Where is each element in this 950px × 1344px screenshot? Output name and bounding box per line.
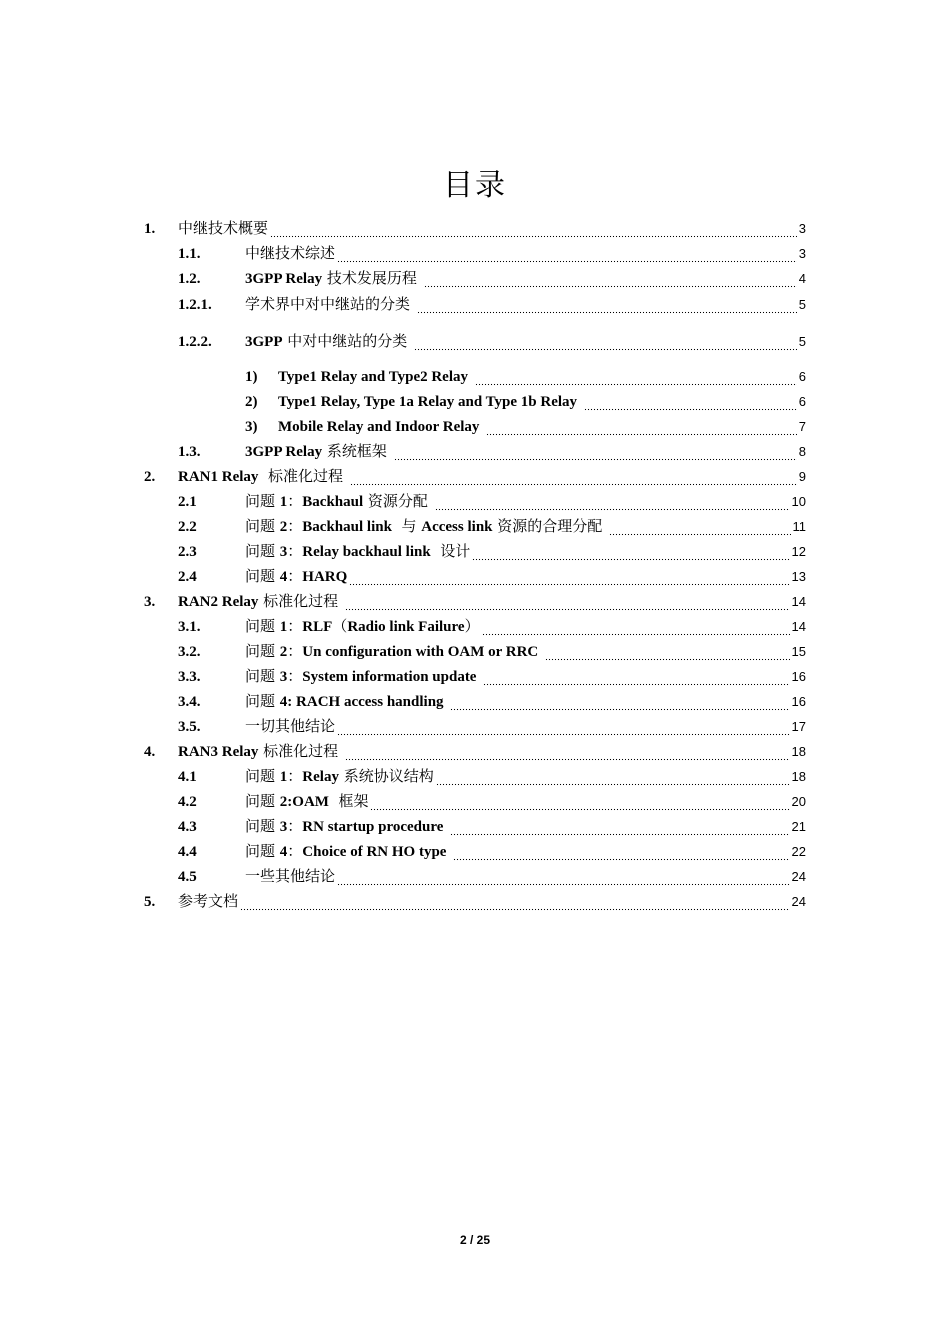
toc-entry-title-part: 3 <box>279 819 288 835</box>
toc-entry-title <box>245 541 470 562</box>
toc-dot-leader <box>337 723 790 737</box>
toc-dot-leader <box>370 798 789 812</box>
toc-dot-leader <box>270 225 797 239</box>
toc-entry[interactable] <box>178 243 806 264</box>
toc-entry-title <box>245 641 543 662</box>
toc-entry-title <box>245 516 607 537</box>
toc-entry-title-part: 3GPP Relay <box>245 271 323 287</box>
toc-entry-title-part: 3 <box>279 544 288 560</box>
toc-entry-title <box>278 391 582 412</box>
toc-entry-title-part: 3 <box>279 669 288 685</box>
toc-entry[interactable] <box>144 218 806 239</box>
toc-entry-title <box>245 841 451 862</box>
toc-entry-title <box>178 591 343 612</box>
toc-entry-title-part: 中继技术综述 <box>245 244 336 262</box>
toc-entry-title-part: Mobile Relay and Indoor Relay <box>278 419 480 435</box>
toc-entry-page-number: 16 <box>791 694 806 709</box>
toc-entry-title-part: 框架 <box>328 792 369 810</box>
toc-entry-title-part: ： <box>287 842 303 860</box>
toc-entry-title-part: 中继技术概要 <box>178 219 269 237</box>
toc-entry-title-part <box>444 691 449 711</box>
toc-dot-leader <box>482 623 790 637</box>
toc-entry[interactable] <box>178 566 806 587</box>
toc-entry-number: 1.2. <box>178 271 201 287</box>
toc-entry-number: 1.2.2. <box>178 334 212 350</box>
toc-entry-title-part: HARQ <box>302 569 348 585</box>
toc-entry-title-part: System information update <box>302 669 477 685</box>
toc-entry-page-number: 5 <box>798 297 806 312</box>
page-number-footer: 2 / 25 <box>459 1233 491 1247</box>
toc-entry-title-part: 3GPP Relay <box>245 444 323 460</box>
toc-entry-title-part: RAN3 Relay <box>178 744 259 760</box>
toc-entry-number: 3. <box>144 594 156 610</box>
toc-entry-number: 4.4 <box>178 844 197 860</box>
toc-entry-page-number: 11 <box>792 519 806 534</box>
toc-entry-title-part: 问题 <box>245 492 280 510</box>
toc-dot-leader <box>609 523 790 537</box>
toc-entry-page-number: 12 <box>791 544 806 559</box>
toc-entry-title-part: ： <box>287 517 303 535</box>
toc-entry[interactable] <box>178 491 806 512</box>
toc-entry-title <box>278 416 484 437</box>
toc-entry-title <box>278 366 473 387</box>
toc-entry-title-part: 4 <box>279 844 288 860</box>
toc-entry-title-part: Type1 Relay and Type2 Relay <box>278 369 469 385</box>
toc-entry-title-part: Relay <box>302 769 339 785</box>
toc-entry[interactable] <box>178 816 806 837</box>
toc-entry-number: 4.2 <box>178 794 197 810</box>
toc-entry[interactable] <box>178 766 806 787</box>
toc-entry-title-part: 系统协议结构 <box>338 767 434 785</box>
toc-entry-number: 1. <box>144 221 156 237</box>
toc-entry-title-part <box>476 666 481 686</box>
toc-entry-title-part: 系统框架 <box>322 442 392 460</box>
toc-entry-title-part: ： <box>287 492 303 510</box>
toc-entry-title-part: Un configuration with OAM or RRC <box>302 644 539 660</box>
toc-entry-number: 1.2.1. <box>178 297 212 313</box>
toc-entry-title-part: 问题 <box>245 542 280 560</box>
toc-entry-number: 3.2. <box>178 644 201 660</box>
toc-entry-title-part: 技术发展历程 <box>322 269 422 287</box>
toc-entry-title <box>245 616 480 637</box>
toc-entry[interactable] <box>178 516 806 537</box>
toc-entry-number: 2.4 <box>178 569 197 585</box>
toc-entry-title-part: 问题 <box>245 567 280 585</box>
toc-entry-page-number: 18 <box>791 769 806 784</box>
toc-entry[interactable] <box>178 616 806 637</box>
toc-entry-title <box>178 741 343 762</box>
toc-entry-title-part: 一切其他结论 <box>245 717 336 735</box>
toc-entry[interactable] <box>178 866 806 887</box>
toc-entry-title-part: ： <box>287 817 303 835</box>
toc-entry-page-number: 24 <box>791 894 806 909</box>
toc-entry-page-number: 14 <box>791 594 806 609</box>
toc-entry-number: 4.5 <box>178 869 197 885</box>
toc-entry-title-part: 4: RACH access handling <box>279 694 444 710</box>
toc-entry[interactable] <box>144 741 806 762</box>
toc-entry-title <box>245 666 481 687</box>
toc-entry-title-part <box>479 416 484 436</box>
toc-dot-leader <box>240 898 790 912</box>
toc-entry-page-number: 7 <box>798 419 806 434</box>
toc-dot-leader <box>453 848 789 862</box>
toc-entry-title-part: Choice of RN HO type <box>302 844 447 860</box>
toc-entry-title-part: 资源分配 <box>363 492 433 510</box>
toc-entry-title-part: 标准化过程 <box>258 467 348 485</box>
toc-dot-leader <box>545 648 789 662</box>
toc-entry-title-part: Backhaul <box>302 494 364 510</box>
toc-entry-title <box>245 491 433 512</box>
toc-entry-title-part: 4 <box>279 569 288 585</box>
toc-entry-title-part: 问题 <box>245 842 280 860</box>
toc-entry-title-part: RAN2 Relay <box>178 594 259 610</box>
toc-entry-title-part <box>468 366 473 386</box>
toc-entry-title <box>245 566 347 587</box>
toc-entry-title <box>245 816 448 837</box>
toc-entry-number: 2. <box>144 469 156 485</box>
toc-entry[interactable] <box>144 591 806 612</box>
toc-entry-title <box>245 331 412 352</box>
toc-entry-title-part: 参考文档 <box>178 892 239 910</box>
toc-entry-number: 3.4. <box>178 694 201 710</box>
toc-dot-leader <box>337 250 797 264</box>
toc-entry[interactable] <box>178 841 806 862</box>
toc-entry[interactable] <box>245 366 806 387</box>
toc-entry-title-part: 1 <box>279 494 288 510</box>
toc-entry-page-number: 14 <box>791 619 806 634</box>
toc-entry-number: 4.3 <box>178 819 197 835</box>
toc-dot-leader <box>475 373 797 387</box>
toc-dot-leader <box>337 873 790 887</box>
toc-entry-title <box>245 766 434 787</box>
toc-entry[interactable] <box>178 441 806 462</box>
toc-entry-number: 3.1. <box>178 619 201 635</box>
toc-entry-title-part: 问题 <box>245 517 280 535</box>
toc-entry-page-number: 6 <box>798 394 806 409</box>
toc-entry-title-part: 一些其他结论 <box>245 867 336 885</box>
toc-dot-leader <box>345 748 790 762</box>
toc-entry-title-part: ： <box>287 617 303 635</box>
toc-dot-leader <box>414 338 797 352</box>
toc-entry-title-part: Relay backhaul link <box>302 544 431 560</box>
toc-entry-title-part: Access link <box>421 519 493 535</box>
toc-entry-title-part: 问题 <box>245 617 280 635</box>
toc-entry-page-number: 21 <box>791 819 806 834</box>
toc-entry-number: 1.1. <box>178 246 201 262</box>
toc-dot-leader <box>584 398 797 412</box>
toc-entry-title <box>245 791 368 812</box>
toc-entry-title-part: ： <box>287 767 303 785</box>
toc-entry-number: 2.3 <box>178 544 197 560</box>
toc-entry-title-part: 3GPP <box>245 334 283 350</box>
toc-entry-number: 5. <box>144 894 156 910</box>
toc-entry-number: 4.1 <box>178 769 197 785</box>
toc-entry-title-part: 标准化过程 <box>258 592 343 610</box>
toc-entry-page-number: 10 <box>791 494 806 509</box>
toc-entry-title-part: RAN1 Relay <box>178 469 259 485</box>
toc-entry-page-number: 13 <box>791 569 806 584</box>
toc-entry-title-part: 设计 <box>430 542 471 560</box>
toc-entry-title-part <box>538 641 543 661</box>
toc-dot-leader <box>417 301 797 315</box>
toc-entry[interactable] <box>245 391 806 412</box>
toc-entry-title <box>178 218 268 238</box>
toc-entry-title-part: 资源的合理分配 <box>492 517 608 535</box>
toc-entry-page-number: 22 <box>791 844 806 859</box>
toc-dot-leader <box>486 423 797 437</box>
toc-entry-title-part: ： <box>287 542 303 560</box>
toc-entry[interactable] <box>178 691 806 712</box>
toc-entry-title-part <box>446 841 451 861</box>
toc-dot-leader <box>394 448 797 462</box>
toc-entry-number: 2.1 <box>178 494 197 510</box>
toc-entry-page-number: 18 <box>791 744 806 759</box>
toc-entry-title <box>245 268 422 289</box>
toc-entry-number: 2) <box>245 394 258 410</box>
toc-entry[interactable] <box>245 416 806 437</box>
toc-entry-number: 2.2 <box>178 519 197 535</box>
toc-entry[interactable] <box>178 331 806 352</box>
toc-entry-page-number: 3 <box>798 246 806 261</box>
toc-entry-title-part: 2 <box>279 644 288 660</box>
toc-entry-title-part <box>443 816 448 836</box>
toc-entry-page-number: 20 <box>791 794 806 809</box>
toc-entry-title-part: ： <box>287 567 303 585</box>
toc-entry-title <box>178 891 238 911</box>
toc-dot-leader <box>472 548 789 562</box>
toc-entry-title-part: 问题 <box>245 667 280 685</box>
toc-dot-leader <box>450 823 789 837</box>
toc-entry-title-part <box>577 391 582 411</box>
toc-entry-title-part: Type1 Relay, Type 1a Relay and Type 1b Relay <box>278 394 578 410</box>
toc-dot-leader <box>436 773 790 787</box>
toc-entry-title-part: Radio link Failure <box>347 619 465 635</box>
toc-entry-title-part: 1 <box>279 619 288 635</box>
toc-entry-title-part: RLF <box>302 619 333 635</box>
toc-dot-leader <box>424 275 797 289</box>
toc-entry-number: 1.3. <box>178 444 201 460</box>
toc-entry-title-part: 1 <box>279 769 288 785</box>
toc-entry-page-number: 4 <box>798 271 806 286</box>
toc-entry-page-number: 9 <box>798 469 806 484</box>
toc-entry-title <box>245 866 335 886</box>
toc-entry[interactable] <box>178 641 806 662</box>
toc-entry[interactable] <box>178 268 806 289</box>
toc-entry-title <box>245 294 415 314</box>
toc-entry-number: 3.3. <box>178 669 201 685</box>
toc-entry-page-number: 24 <box>791 869 806 884</box>
toc-entry-title-part: 问题 <box>245 642 280 660</box>
toc-entry-title-part: 标准化过程 <box>258 742 343 760</box>
toc-entry-title <box>178 466 348 487</box>
toc-entry-title-part: Backhaul link <box>302 519 392 535</box>
toc-entry-title-part: 问题 <box>245 817 280 835</box>
toc-entry[interactable] <box>144 466 806 487</box>
toc-entry-number: 4. <box>144 744 156 760</box>
toc-entry-title-part: （ <box>332 617 348 635</box>
toc-entry-title-part: 2:OAM <box>279 794 329 810</box>
toc-entry-page-number: 8 <box>798 444 806 459</box>
toc-entry[interactable] <box>178 716 806 737</box>
toc-entry[interactable] <box>144 891 806 912</box>
toc-entry-page-number: 6 <box>798 369 806 384</box>
toc-entry-page-number: 16 <box>791 669 806 684</box>
toc-entry-title-part: 学术界中对中继站的分类 <box>245 295 415 313</box>
toc-entry-page-number: 17 <box>791 719 806 734</box>
toc-entry-title <box>245 243 335 263</box>
toc-entry-title <box>245 716 335 736</box>
toc-entry[interactable] <box>178 541 806 562</box>
toc-entry-title-part: 问题 <box>245 792 280 810</box>
toc-entry-title <box>245 441 392 462</box>
toc-entry-title-part: ： <box>287 642 303 660</box>
toc-dot-leader <box>435 498 790 512</box>
toc-entry-number: 1) <box>245 369 258 385</box>
toc-entry-title-part: ） <box>464 617 480 635</box>
toc-entry-title-part: 与 <box>391 517 422 535</box>
toc-entry-page-number: 15 <box>791 644 806 659</box>
toc-dot-leader <box>483 673 789 687</box>
toc-dot-leader <box>450 698 789 712</box>
toc-entry[interactable] <box>178 666 806 687</box>
toc-entry-number: 3) <box>245 419 258 435</box>
toc-entry-title <box>245 691 448 712</box>
toc-entry[interactable] <box>178 294 806 315</box>
toc-entry-title-part: 2 <box>279 519 288 535</box>
toc-dot-leader <box>349 573 789 587</box>
toc-entry-title-part: ： <box>287 667 303 685</box>
toc-entry-title-part: 中对中继站的分类 <box>282 332 413 350</box>
toc-entry[interactable] <box>178 791 806 812</box>
toc-dot-leader <box>345 598 790 612</box>
toc-entry-page-number: 5 <box>798 334 806 349</box>
toc-entry-title-part: RN startup procedure <box>302 819 444 835</box>
toc-dot-leader <box>350 473 797 487</box>
toc-entry-page-number: 3 <box>798 221 806 236</box>
toc-entry-title-part: 问题 <box>245 767 280 785</box>
toc-entry-title-part: 问题 <box>245 692 280 710</box>
page-title: 目录 <box>443 168 507 203</box>
toc-entry-number: 3.5. <box>178 719 201 735</box>
